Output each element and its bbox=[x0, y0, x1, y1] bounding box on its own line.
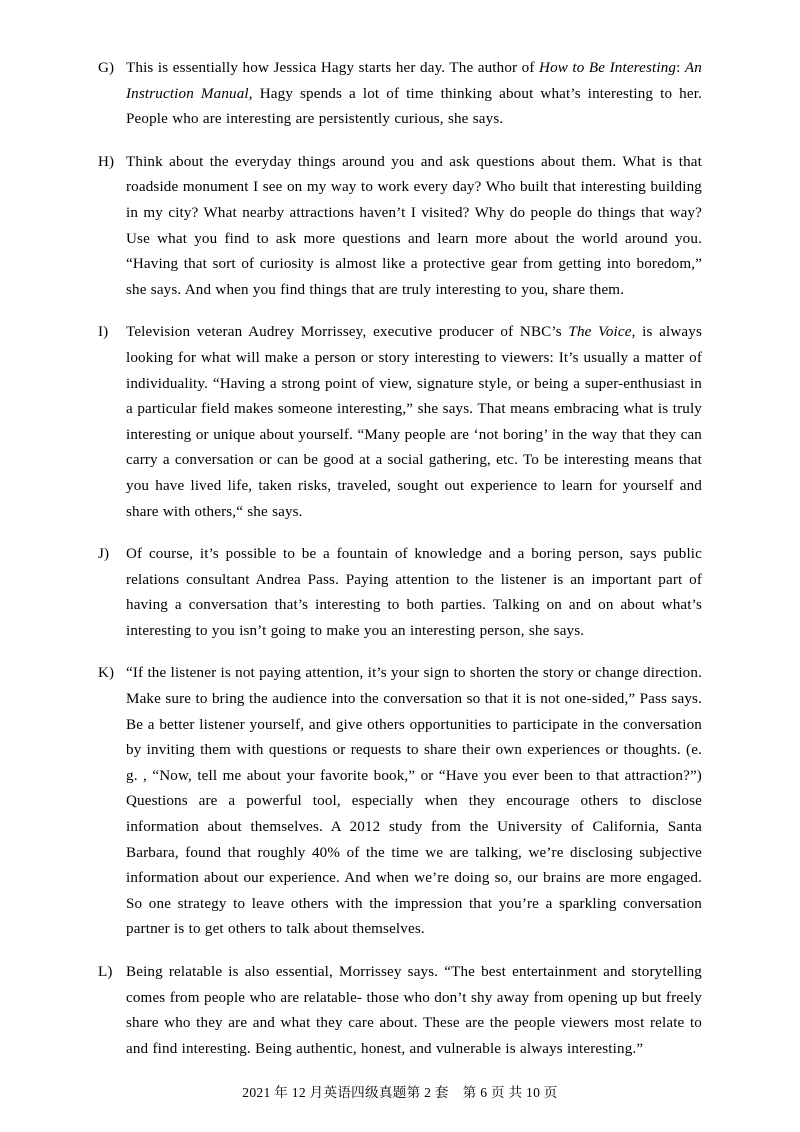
paragraph-label-l: L) bbox=[98, 964, 113, 980]
paragraph-text-j: Of course, it’s possible to be a fountain of knowledge and a boring person, says public relations consultant Andrea Pass. Paying attention to the listener is an important part of having a conversation that’s interesting to both parties. Talking on and on about what’s interesting to you isn’t going to make you an interesting person, she says. bbox=[126, 546, 702, 639]
paragraph-text-g: This is essentially how Jessica Hagy starts her day. The author of How to Be Interesting: An Instruction Manual, Hagy spends a lot of time thinking about what’s interesting to her. People who are interesting are persistently curious, she says. bbox=[126, 60, 702, 128]
paragraph-label-g: G) bbox=[98, 60, 115, 76]
paragraph-h bbox=[98, 150, 702, 304]
paragraph-label-j: J) bbox=[98, 546, 110, 563]
paragraph-text-i: Television veteran Audrey Morrissey, executive producer of NBC’s The Voice, is always looking for what will make a person or story interesting to viewers: It’s usually a matter of individuality. “Having a strong point of view, signature style, or being a super-enthusiast in a particular field makes someone interesting,” she says. That means embracing what is truly interesting or unique about yourself. “Many people are ‘not boring’ in the way that they can carry a conversation or can be good at a social gathering, etc. To be interesting means that you have lived life, taken risks, traveled, sought out experience to learn for yourself and share with others,“ she says. bbox=[126, 324, 702, 520]
paragraph-text-h: Think about the everyday things around you and ask questions about them. What is that roadside monument I see on my way to work every day? Who built that interesting building in my city? What nearby attractions haven’t I visited? Why do people do things that way? Use what you find to ask more questions and learn more about the world around you. “Having that sort of curiosity is almost like a protective gear from getting into boredom,” she says. And when you find things that are truly interesting to you, share them. bbox=[126, 153, 702, 298]
article-body bbox=[98, 56, 702, 1062]
paragraph-label-h: H) bbox=[98, 153, 115, 170]
paragraph-j bbox=[98, 542, 702, 644]
paragraph-g bbox=[98, 56, 702, 133]
paragraph-i bbox=[98, 320, 702, 525]
paragraph-text-k: “If the listener is not paying attention, it’s your sign to shorten the story or change direction. Make sure to bring the audience into the conversation so that it is not one-sided,” Pass says. Be a better listener yourself, and give others opportunities to participate in the conversation by inviting them with questions or requests to share their own experiences or thoughts. (e. g. , “Now, tell me about your favorite book,” or “Have you ever been to that attraction?”) Questions are a powerful tool, especially when they encourage others to disclose information about themselves. A 2012 study from the University of California, Santa Barbara, found that roughly 40% of the time we are talking, we’re disclosing subjective information about our experience. And when we’re doing so, our brains are more engaged. So one strategy to leave others with the impression that you’re a sparkling conversation partner is to get others to talk about themselves. bbox=[126, 665, 702, 938]
footer-text: 2021 年 12 月英语四级真题第 2 套 第 6 页 共 10 页 bbox=[242, 1085, 558, 1100]
page-footer bbox=[0, 1083, 800, 1103]
paragraph-k bbox=[98, 661, 702, 943]
paragraph-label-k: K) bbox=[98, 665, 115, 682]
paragraph-text-l: Being relatable is also essential, Morrissey says. “The best entertainment and storytelling comes from people who are relatable- those who don’t shy away from opening up but freely share who they are and what they care about. These are the people viewers most relate to and find interesting. Being authentic, honest, and vulnerable is always interesting.” bbox=[126, 964, 702, 1057]
paragraph-label-i: I) bbox=[98, 324, 109, 341]
paragraph-l bbox=[98, 960, 702, 1062]
